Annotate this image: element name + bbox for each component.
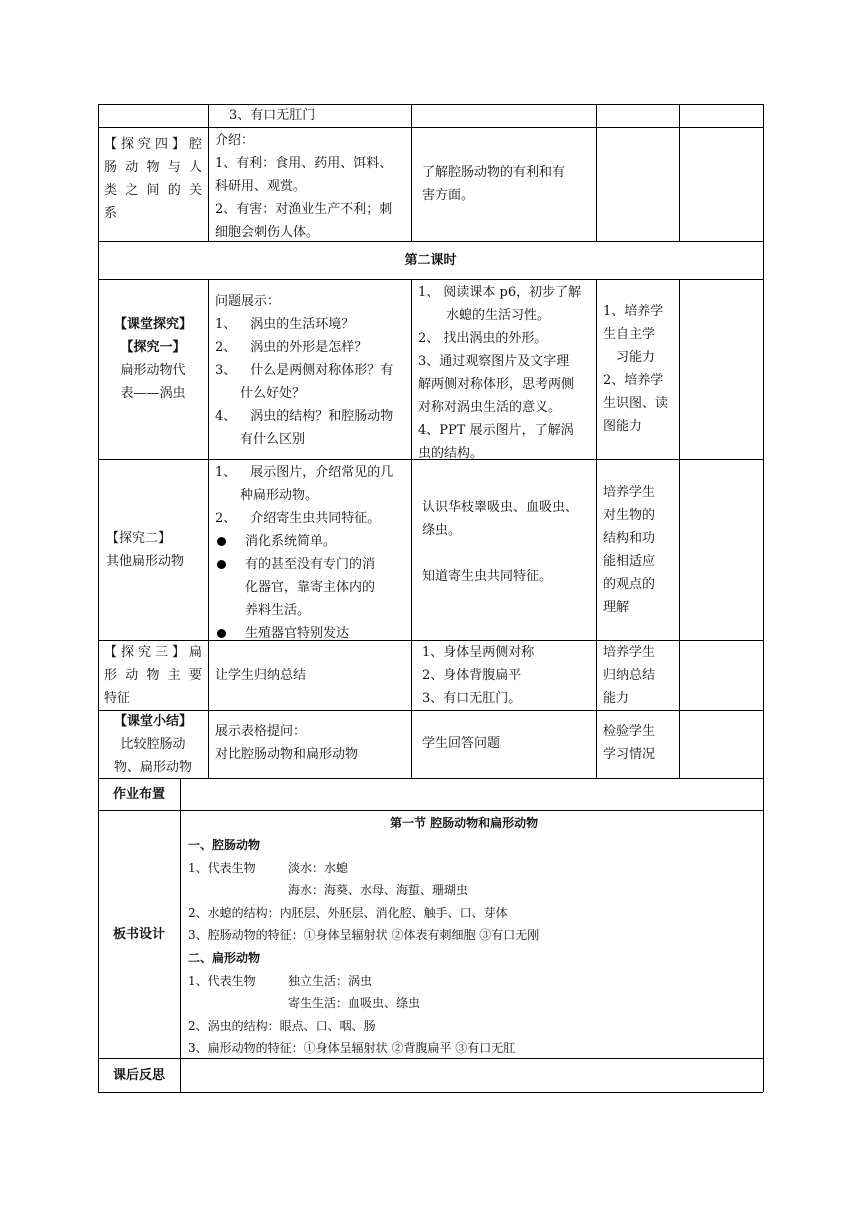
rowa-goal: 1、培养学 生自主学 习能力 2、培养学 生识图、读 图能力 (603, 304, 669, 434)
rowb-goal: 培养学生 对生物的 结构和功 能相适应 的观点的 理解 (603, 485, 656, 615)
board-label: 板书设计 (112, 927, 165, 942)
rowd-label: 【课堂小结】 比较腔肠动 物、扁形动物 (113, 714, 192, 775)
rowc-goal: 培养学生 归纳总结 能力 (603, 645, 656, 706)
rowc-student: 1、身体呈两侧对称 2、身体背腹扁平 3、有口无肛门。 (422, 645, 535, 706)
bullet-icon (217, 629, 226, 638)
rowc-content: 让学生归纳总结 (215, 668, 307, 683)
rowb-content: 1、 展示图片，介绍常见的几 种扁形动物。 2、 介绍寄生虫共同特征。 消化系统简单。 有的甚至没有专门的消 化器官，靠寄主体内的 养料生活。 生殖器官特别发达 (215, 465, 394, 641)
rowa-label: 【课堂探究】 【探究一】 扁形动物代 表——涡虫 (113, 317, 192, 401)
rowa-content: 问题展示： 1、 涡虫的生活环境？ 2、 涡虫的外形是怎样？ 3、 什么是两侧对称体形？有 什么好处？ 4、 涡虫的结构？和腔肠动物 有什么区别 (215, 294, 394, 447)
rowd-goal: 检验学生 学习情况 (603, 724, 656, 762)
row1-label: 【探究四】腔 肠动物与人 类之间的关 系 (104, 137, 202, 221)
lesson2-header: 第二课时 (404, 253, 457, 268)
rowc-label: 【探究三】扁 形动物主要 特征 (104, 645, 202, 706)
homework-label: 作业布置 (112, 787, 165, 802)
rowd-student: 学生回答问题 (422, 736, 501, 751)
rowa-student: 1、 阅读课本 p6，初步了解 水螅的生活习性。 2、 找出涡虫的外形。 3、通过观察图片及文字理 解两侧对称体形，思考两侧 对称对涡虫生活的意义。 4、PPT 展示图片，了解涡 虫的结构。 (418, 285, 582, 461)
rowb-label: 【探究二】 其他扁形动物 (106, 531, 185, 569)
reflection-label: 课后反思 (112, 1068, 165, 1083)
row0-content: 3、有口无肛门 (229, 108, 316, 123)
board-title: 第一节 腔肠动物和扁形动物 (390, 816, 539, 830)
rowd-content: 展示表格提问： 对比腔肠动物和扁形动物 (215, 724, 359, 762)
bullet-icon (217, 537, 226, 546)
row1-content: 介绍： 1、有利：食用、药用、饵料、 科研用、观赏。 2、有害：对渔业生产不利；刺 细胞会刺伤人体。 (215, 133, 393, 240)
row1-student: 了解腔肠动物的有利和有 害方面。 (422, 165, 566, 203)
rowb-student: 认识华枝睾吸虫、血吸虫、 绦虫。 知道寄生虫共同特征。 (422, 500, 579, 584)
bullet-icon (217, 560, 226, 569)
board-content: 一、腔肠动物 1、代表生物 淡水：水螅 海水：海葵、水母、海蜇、珊瑚虫 2、水螅的结构：内胚层、外胚层、消化腔、触手、口、芽体 3、腔肠动物的特征：①身体呈辐射状 ②体表有刺细胞 ③有口无刚 二、扁形动物 1、代表生物 独立生活：涡虫 寄生生活：血吸虫、绦虫 2、涡虫的结构：眼点、口、咽、肠 3、扁形动物的特征：①身体呈辐射状 ②背腹扁平 ③有口无肛 (188, 838, 540, 1056)
